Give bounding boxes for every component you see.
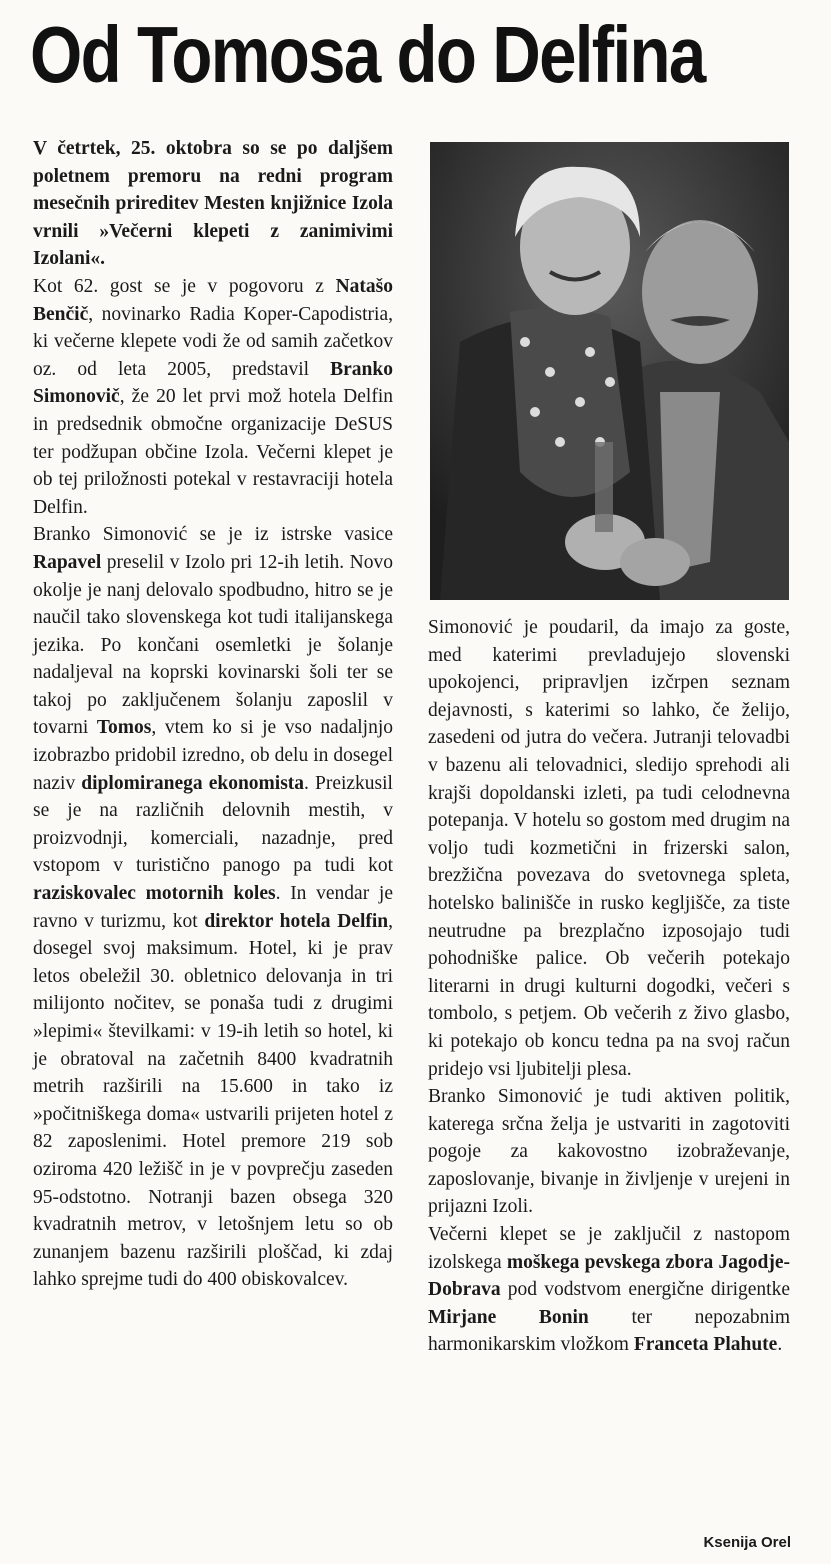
author-byline: Ksenija Orel bbox=[703, 1534, 791, 1551]
lead-paragraph: V četrtek, 25. oktobra so se po daljšem poletnem premoru na redni program mesečnih prireditev Mesten knjižnice Izola vrnili »Večerni klepeti z zanimivimi Izolani«. bbox=[33, 138, 393, 270]
paragraph-3: Simonović je poudaril, da imajo za goste, med katerimi prevladujejo slovenski upokojenci, pripravljen izčrpen seznam dejavnosti, s katerimi so lahko, če želijo, zasedeni od jutra do večera. Jutranji telovadbi v bazenu ali telovadnici, sledijo sprehodi ali krajši dopoldanski izleti, pa tudi celodnevna potepanja. V hotelu so gostom med drugim na voljo tudi kozmetični in frizerski salon, brezžična povezava do svetovnega spleta, hotelsko balinišče in rusko kegljišče, za tiste neutrudne pa brezplačno izposojajo tudi pohodniške palice. Ob večerih potekajo literarni in drugi kulturni dogodki, večeri s tombolo, s petjem. Ob večerih z živo glasbo, ki potekajo ob koncu tedna pa na svoj račun pridejo vsi ljubitelji plesa. bbox=[428, 617, 790, 1080]
headline: Od Tomosa do Delfina bbox=[30, 10, 705, 99]
bold-text: Mirjane Bonin bbox=[428, 1306, 589, 1328]
text: pod vodstvom energične dirigentke bbox=[500, 1279, 790, 1301]
text: , novinarko Radia Koper-Capodistria, ki večerne klepete vodi že od samih začetkov oz. od leta 2005, predstavil bbox=[33, 303, 393, 380]
text: , že 20 let prvi mož hotela Delfin in predsednik območne organizacije DeSUS ter podžupan občine Izola. Večerni klepet je ob tej priložnosti potekal v restavraciji hotela Delfin. bbox=[33, 386, 393, 518]
paragraph-5 bbox=[428, 1221, 790, 1359]
paragraph-4: Branko Simonović je tudi aktiven politik, katerega srčna želja je ustvariti in zagotoviti pogoje za kakovostno izobraževanje, zaposlovanje, bivanje in življenje v urejeni in prijazni Izoli. bbox=[428, 1086, 790, 1218]
bold-text: direktor hotela Delfin bbox=[204, 910, 389, 932]
bold-text: Natašo Benčič bbox=[33, 275, 393, 325]
text: Večerni klepet se je zaključil z nastopom izolskega bbox=[428, 1224, 790, 1273]
paragraph-2 bbox=[33, 521, 393, 1294]
text: , dosegel svoj maksimum. Hotel, ki je prav letos obeležil 30. obletnico delovanja in tri milijonto nočitev, se ponaša tudi z drugimi »lepimi« številkami: v 19-ih letih so hotel, ki je obratoval na začetnih 8400 kvadratnih metrih razširili na 15.600 in tako iz »počitniškega doma« ustvarili prijeten hotel z 82 zaposlenimi. Hotel premore 219 sob oziroma 420 ležišč in je v povprečju zaseden 95-odstotno. Notranji bazen obsega 320 kvadratnih metrov, v letošnjem letu so ob zunanjem bazenu razširili ploščad, ki zdaj lahko sprejme tudi do 400 obiskovalcev. bbox=[33, 910, 394, 1291]
text: Kot 62. gost se je v pogovoru z bbox=[33, 275, 336, 297]
text: . Preizkusil se je na različnih delovnih mestih, v proizvodnji, komerciali, nazadnje, pred vstopom v turistično panogo pa tudi kot bbox=[33, 772, 393, 877]
text: preselil v Izolo pri 12-ih letih. Novo okolje je nanj delovalo spodbudno, hitro se je naučil tako slovenskega kot tudi italijanskega jezika. Po končani osemletki je šolanje nadaljeval na koprski kovinarski šoli ter se takoj po zaključenem šolanju zaposlil v tovarni bbox=[33, 551, 393, 739]
bold-text: Branko Simonovič bbox=[33, 358, 393, 408]
paragraph-1 bbox=[33, 273, 393, 521]
bold-text: diplomiranega ekonomista bbox=[81, 772, 305, 794]
bold-text: moškega pevskega zbora Jagodje-Dobrava bbox=[428, 1251, 790, 1301]
text: Branko Simonović se je iz istrske vasice bbox=[33, 524, 393, 546]
bold-text: Rapavel bbox=[33, 551, 102, 573]
bold-text: Tomos bbox=[96, 717, 152, 739]
article-column-right bbox=[428, 614, 790, 1359]
text: . bbox=[777, 1334, 783, 1356]
bold-text: raziskovalec motornih koles bbox=[33, 883, 276, 905]
text: ter nepozabnim harmonikarskim vložkom bbox=[428, 1306, 790, 1356]
text: . In vendar je ravno v turizmu, kot bbox=[33, 883, 393, 932]
photo-illustration bbox=[430, 142, 789, 600]
article-column-left bbox=[33, 135, 393, 1294]
text: , vtem ko si je vso nadaljnjo izobrazbo pridobil izredno, ob delu in dosegel naziv bbox=[33, 717, 393, 794]
bold-text: Franceta Plahute bbox=[633, 1334, 778, 1356]
article-photo bbox=[430, 142, 789, 600]
